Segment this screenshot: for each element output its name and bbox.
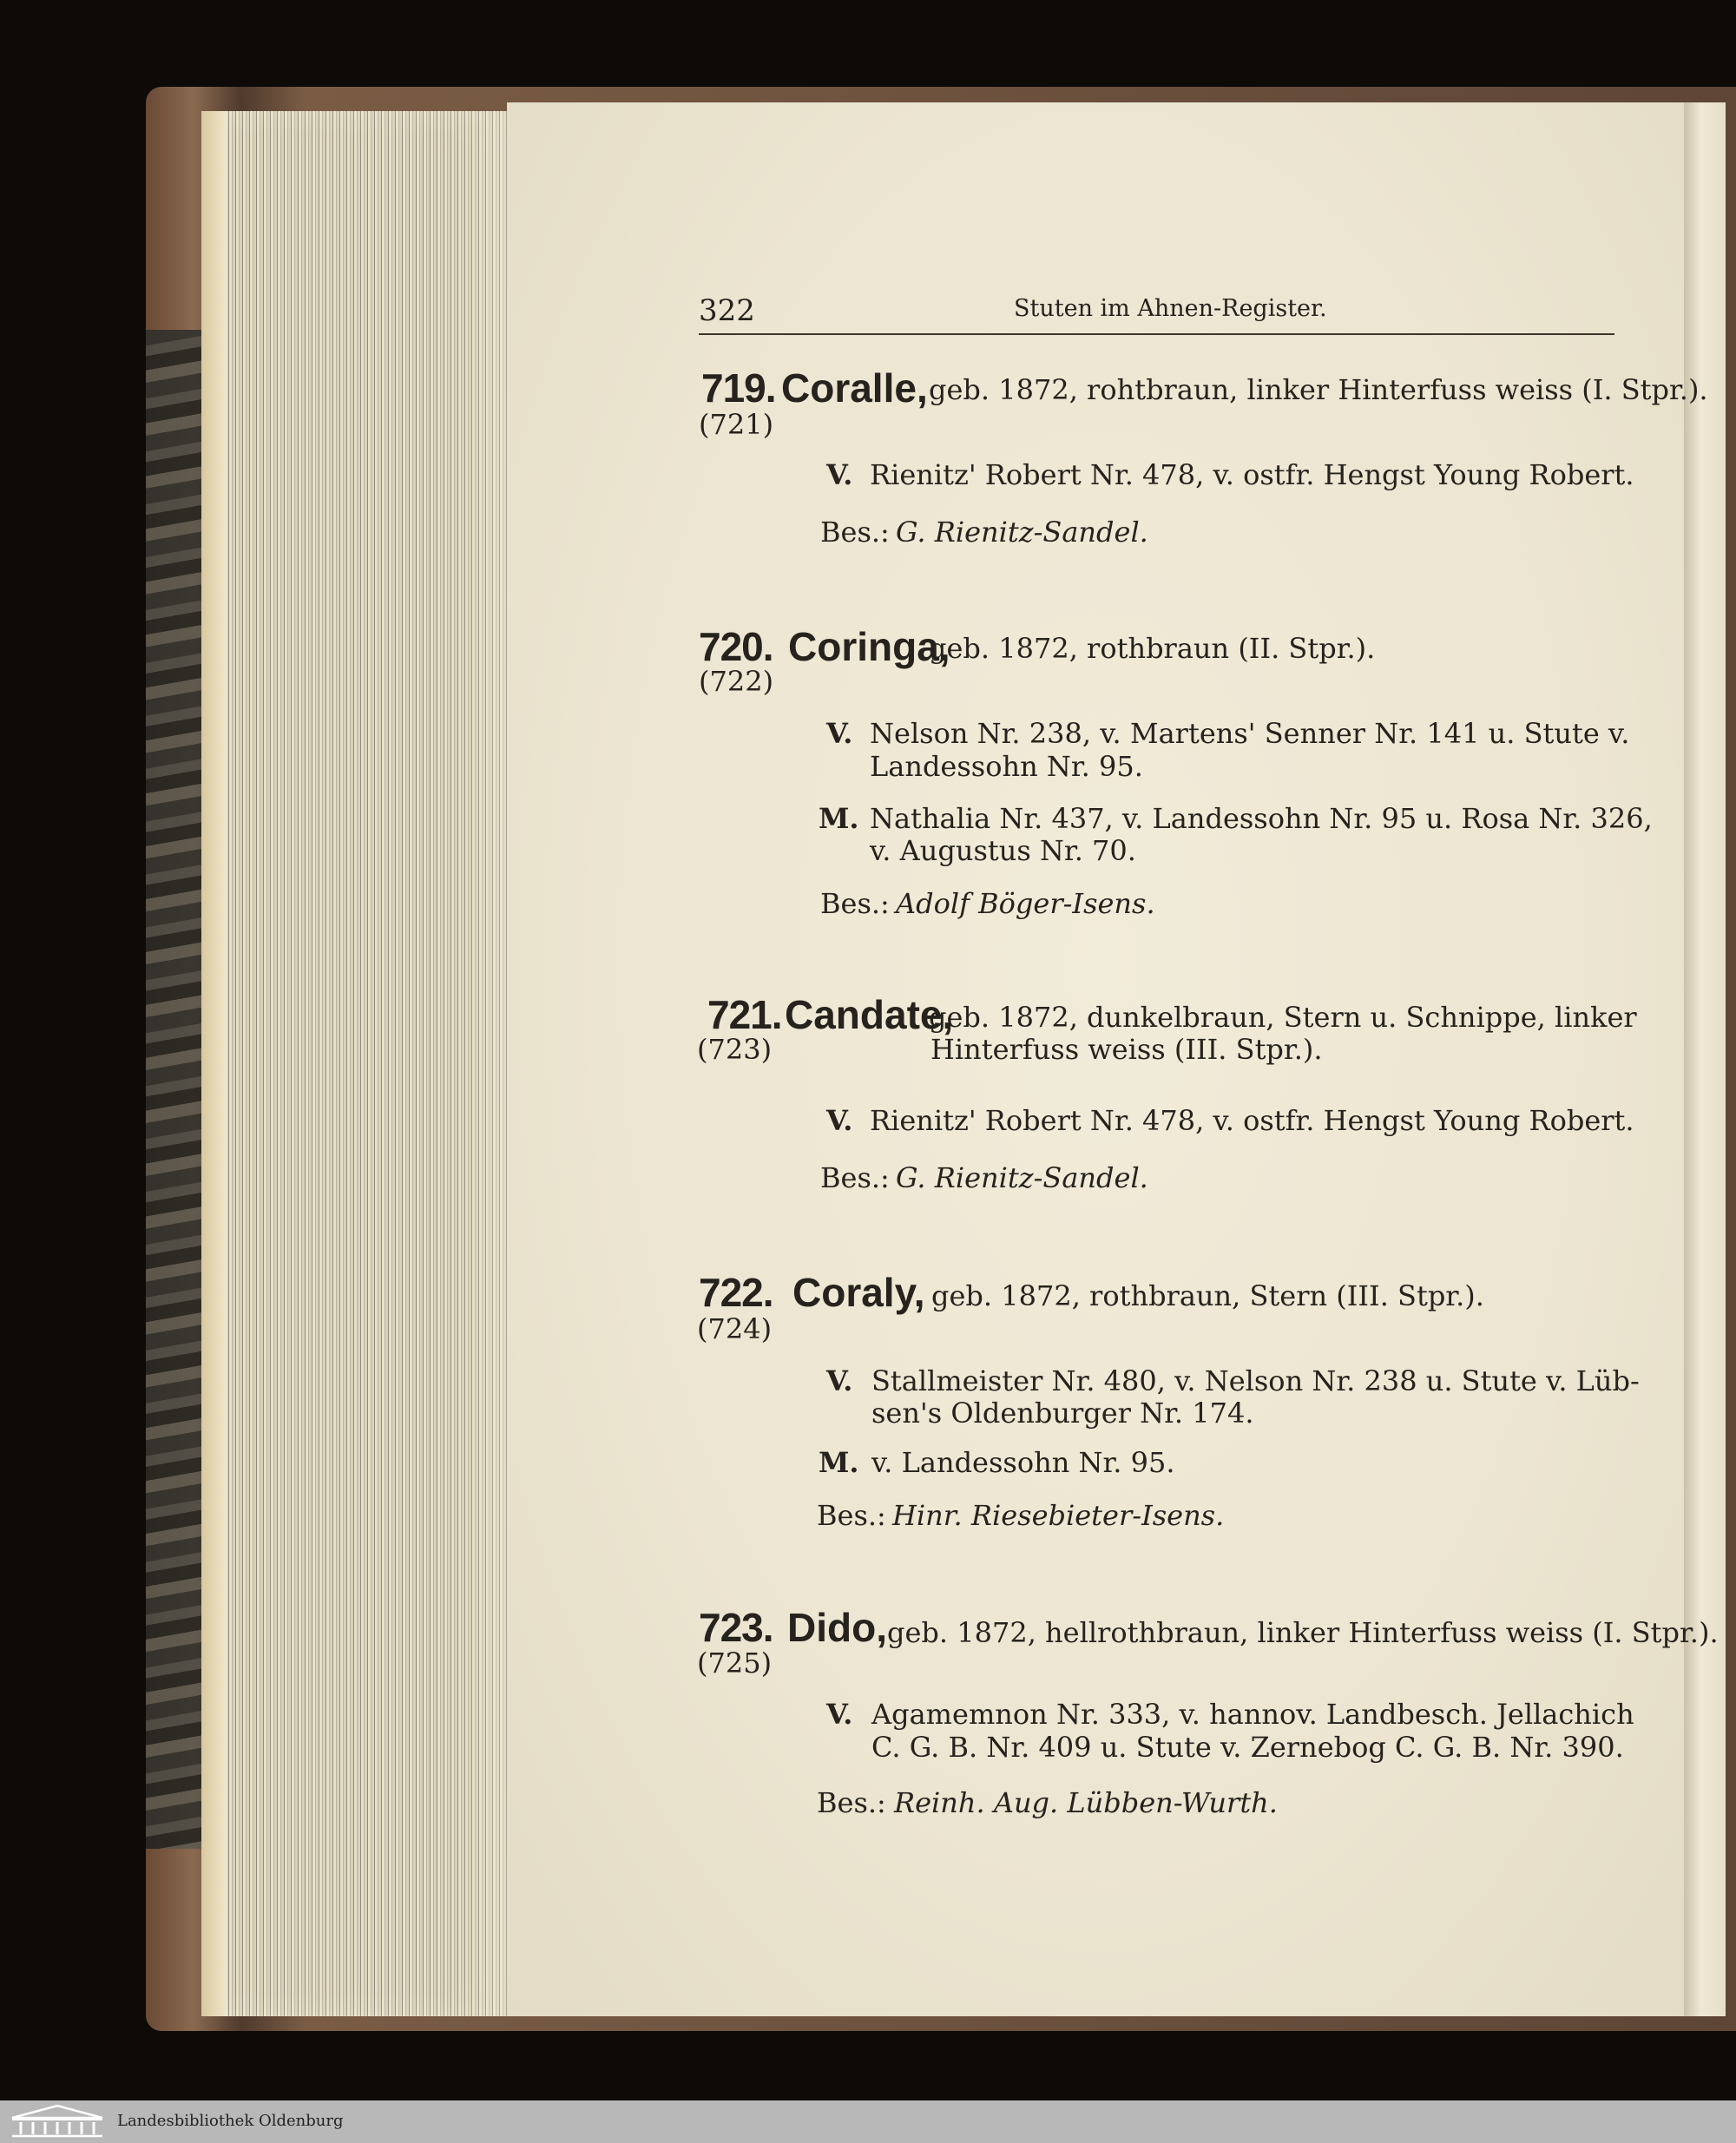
old-number: (724) bbox=[697, 1312, 773, 1345]
entry-description: geb. 1872, rohtbraun, linker Hinterfuss weiss (I. Stpr.). bbox=[929, 373, 1708, 406]
owner-name: Adolf Böger-Isens. bbox=[896, 887, 1155, 920]
owner-name: G. Rienitz-Sandel. bbox=[896, 1161, 1148, 1194]
sire-line-cont: Landessohn Nr. 95. bbox=[870, 750, 1143, 783]
dam-line: v. Landessohn Nr. 95. bbox=[871, 1446, 1175, 1479]
page-number: 322 bbox=[699, 293, 755, 328]
entry-description: geb. 1872, rothbraun, Stern (III. Stpr.). bbox=[931, 1279, 1484, 1312]
owner-label: Bes.: bbox=[820, 516, 890, 549]
sire-line-cont: sen's Oldenburger Nr. 174. bbox=[871, 1397, 1254, 1430]
entry-name: Coringa, bbox=[788, 624, 950, 669]
page-stack-shadow bbox=[201, 111, 227, 2016]
sire-line-cont: C. G. B. Nr. 409 u. Stute v. Zernebog C. G. B. Nr. 390. bbox=[871, 1731, 1624, 1764]
owner-label: Bes.: bbox=[820, 1161, 890, 1194]
sire-line: Rienitz' Robert Nr. 478, v. ostfr. Hengst Young Robert. bbox=[870, 458, 1634, 491]
entry-description: geb. 1872, rothbraun (II. Stpr.). bbox=[929, 632, 1376, 665]
owner-name: Hinr. Riesebieter-Isens. bbox=[892, 1499, 1225, 1532]
entry-name: Dido, bbox=[787, 1605, 887, 1650]
sire-line: Rienitz' Robert Nr. 478, v. ostfr. Hengst Young Robert. bbox=[870, 1104, 1634, 1137]
old-number: (725) bbox=[697, 1647, 773, 1680]
sire-line: Agamemnon Nr. 333, v. hannov. Landbesch. Jellachich bbox=[871, 1698, 1634, 1731]
entry-name: Coralle, bbox=[781, 365, 928, 411]
entry-description: geb. 1872, hellrothbraun, linker Hinterfuss weiss (I. Stpr.). bbox=[887, 1616, 1719, 1649]
entry-number: 719. bbox=[701, 365, 776, 411]
old-number: (723) bbox=[697, 1033, 773, 1066]
owner-label: Bes.: bbox=[817, 1786, 886, 1819]
old-number: (721) bbox=[699, 408, 774, 441]
sire-label: V. bbox=[826, 458, 853, 491]
sire-label: V. bbox=[826, 717, 853, 750]
header-rule bbox=[699, 333, 1614, 335]
entry-description: geb. 1872, dunkelbraun, Stern u. Schnippe, linker bbox=[929, 1001, 1637, 1034]
old-number: (722) bbox=[699, 665, 774, 698]
entry-name: Coraly, bbox=[792, 1270, 925, 1315]
dam-line: Nathalia Nr. 437, v. Landessohn Nr. 95 u. Rosa Nr. 326, bbox=[870, 802, 1653, 835]
owner-label: Bes.: bbox=[820, 887, 890, 920]
sire-label: V. bbox=[826, 1104, 853, 1137]
library-building-icon bbox=[9, 2104, 106, 2139]
entry-number: 723. bbox=[699, 1605, 773, 1650]
dam-line-cont: v. Augustus Nr. 70. bbox=[870, 834, 1136, 867]
entry-number: 721. bbox=[707, 992, 782, 1037]
owner-label: Bes.: bbox=[817, 1499, 886, 1532]
page-stack-edge bbox=[201, 111, 507, 2016]
sire-label: V. bbox=[826, 1698, 853, 1731]
dam-label: M. bbox=[819, 802, 859, 835]
owner-name: G. Rienitz-Sandel. bbox=[896, 516, 1148, 549]
dam-label: M. bbox=[819, 1446, 859, 1479]
entry-name: Candate, bbox=[785, 992, 954, 1037]
sire-label: V. bbox=[826, 1364, 853, 1397]
owner-name: Reinh. Aug. Lübben-Wurth. bbox=[894, 1786, 1278, 1819]
entry-number: 722. bbox=[699, 1270, 773, 1315]
library-name: Landesbibliothek Oldenburg bbox=[117, 2112, 344, 2130]
entry-number: 720. bbox=[699, 624, 773, 669]
sire-line: Nelson Nr. 238, v. Martens' Senner Nr. 141 u. Stute v. bbox=[870, 717, 1630, 750]
entry-description-cont: Hinterfuss weiss (III. Stpr.). bbox=[930, 1033, 1323, 1066]
running-title: Stuten im Ahnen-Register. bbox=[1014, 295, 1327, 322]
marbled-cover-edge bbox=[146, 330, 207, 1849]
sire-line: Stallmeister Nr. 480, v. Nelson Nr. 238 u. Stute v. Lüb- bbox=[871, 1364, 1640, 1397]
